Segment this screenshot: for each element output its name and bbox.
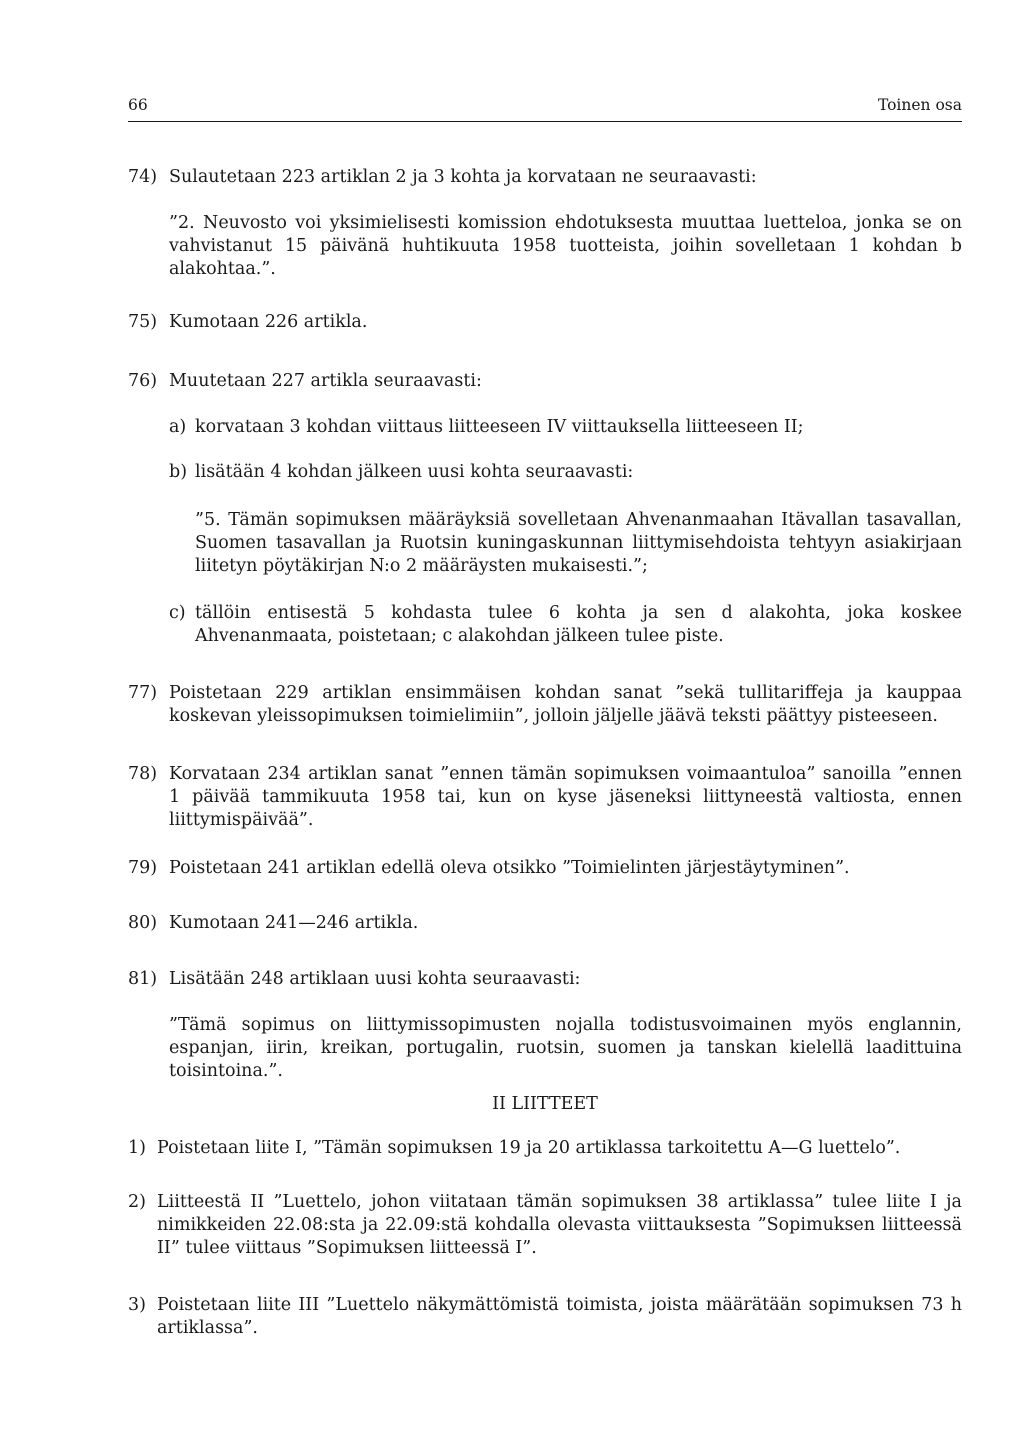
sub-item-text: korvataan 3 kohdan viittaus liitteeseen IV viittauksella liitteeseen II;: [195, 417, 804, 437]
item-text: Lisätään 248 artiklaan uusi kohta seuraavasti:: [169, 969, 581, 989]
annex-item-number: 1): [128, 1138, 146, 1158]
item-number: 80): [128, 913, 158, 933]
section-heading: II LIITTEET: [492, 1094, 598, 1114]
quoted-paragraph: ”Tämä sopimus on liittymissopimusten nojalla todistusvoimainen myös englannin, espanjan, iirin, kreikan, portugalin, ruotsin, suomen ja tanskan kielellä laadittuina toisintoina.”.: [169, 1015, 962, 1081]
sub-item-letter: c): [169, 603, 186, 623]
item-number: 76): [128, 371, 158, 391]
item-number: 78): [128, 764, 158, 784]
item-text: Sulautetaan 223 artiklan 2 ja 3 kohta ja korvataan ne seuraavasti:: [169, 167, 757, 187]
item-text: Kumotaan 241—246 artikla.: [169, 913, 419, 933]
annex-item-text: Poistetaan liite I, ”Tämän sopimuksen 19 ja 20 artiklassa tarkoitettu A—G luettelo”.: [157, 1138, 901, 1158]
item-number: 81): [128, 969, 158, 989]
annex-item-text: Poistetaan liite III ”Luettelo näkymättömistä toimista, joista määrätään sopimuksen 73 h artiklassa”.: [157, 1295, 962, 1338]
item-text: Muutetaan 227 artikla seuraavasti:: [169, 371, 482, 391]
quoted-paragraph: ”2. Neuvosto voi yksimielisesti komission ehdotuksesta muuttaa luetteloa, jonka se on vahvistanut 15 päivänä huhtikuuta 1958 tuotteista, joihin sovelletaan 1 kohdan b alakohtaa.”.: [169, 213, 962, 279]
page-number: 66: [128, 96, 148, 114]
sub-item-text: tällöin entisestä 5 kohdasta tulee 6 kohta ja sen d alakohta, joka koskee Ahvenanmaata, poistetaan; c alakohdan jälkeen tulee piste.: [195, 603, 962, 646]
part-title: Toinen osa: [877, 96, 962, 114]
item-number: 75): [128, 312, 158, 332]
item-text: Kumotaan 226 artikla.: [169, 312, 368, 332]
page-header: [128, 96, 962, 120]
item-text: Poistetaan 241 artiklan edellä oleva otsikko ”Toimielinten järjestäytyminen”.: [169, 858, 850, 878]
annex-item-number: 3): [128, 1295, 146, 1315]
item-number: 77): [128, 683, 158, 703]
annex-item-number: 2): [128, 1192, 146, 1212]
annex-item-text: Liitteestä II ”Luettelo, johon viitataan tämän sopimuksen 38 artiklassa” tulee liite I ja nimikkeiden 22.08:sta ja 22.09:stä kohdalla olevasta viittauksesta ”Sopimuksen liitteessä II” tulee viittaus ”Sopimuksen liitteessä I”.: [157, 1192, 962, 1258]
sub-item-text: lisätään 4 kohdan jälkeen uusi kohta seuraavasti:: [195, 462, 634, 482]
item-number: 74): [128, 167, 158, 187]
item-number: 79): [128, 858, 158, 878]
item-text: Poistetaan 229 artiklan ensimmäisen kohdan sanat ”sekä tullitariffeja ja kauppaa koskevan yleissopimuksen toimielimiin”, jolloin jäljelle jäävä teksti päättyy pisteeseen.: [169, 683, 962, 726]
quoted-paragraph: ”5. Tämän sopimuksen määräyksiä sovelletaan Ahvenanmaahan Itävallan tasavallan, Suomen tasavallan ja Ruotsin kuningaskunnan liittymisehdoista tehtyyn asiakirjaan liitetyn pöytäkirjan N:o 2 määräysten mukaisesti.”;: [195, 510, 962, 576]
sub-item-letter: b): [169, 462, 188, 482]
item-text: Korvataan 234 artiklan sanat ”ennen tämän sopimuksen voimaantuloa” sanoilla ”ennen 1 päivää tammikuuta 1958 tai, kun on kyse jäseneksi liittyneestä valtiosta, ennen liittymispäivää”.: [169, 764, 962, 830]
sub-item-letter: a): [169, 417, 187, 437]
header-divider: [128, 121, 962, 122]
